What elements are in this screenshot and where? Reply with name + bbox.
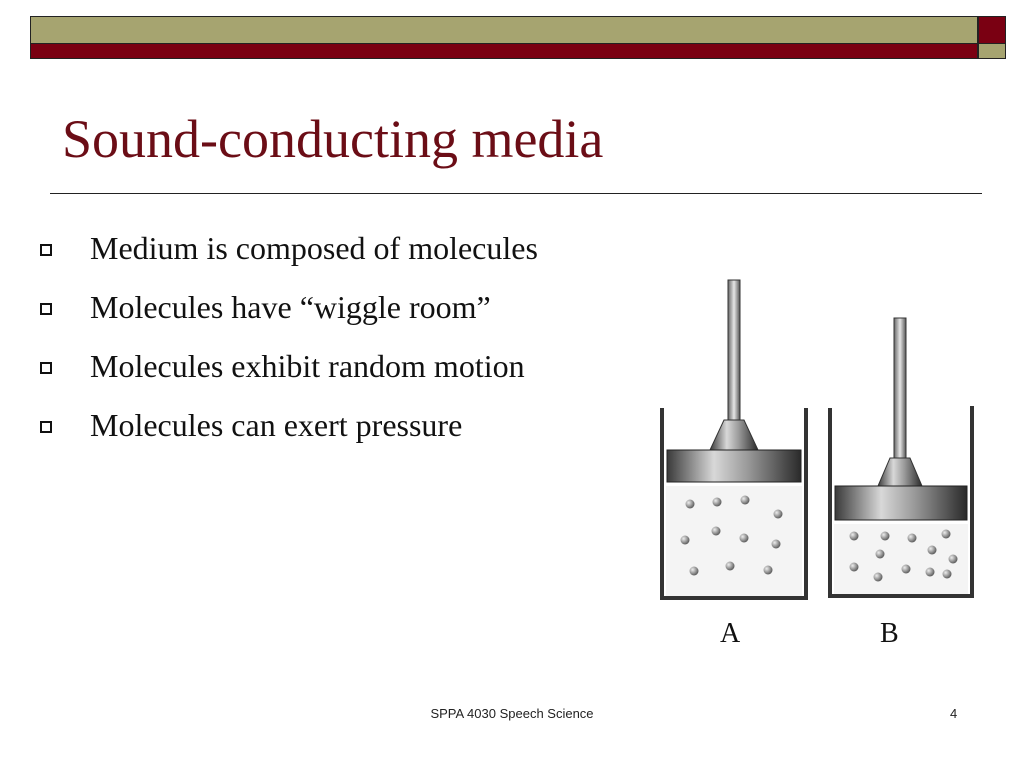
piston-cylinder-figure bbox=[650, 270, 990, 610]
bullet-item bbox=[40, 401, 600, 450]
figure-label-a: A bbox=[720, 618, 741, 649]
footer-course-title: SPPA 4030 Speech Science bbox=[430, 706, 594, 721]
square-bullet-icon bbox=[40, 303, 52, 315]
bullet-item bbox=[40, 342, 600, 391]
bullet-text: Molecules can exert pressure bbox=[90, 407, 463, 443]
title-divider bbox=[50, 193, 982, 194]
bullet-text: Medium is composed of molecules bbox=[90, 230, 538, 266]
header-olive-stripe bbox=[30, 16, 978, 44]
slide-title: Sound-conducting media bbox=[62, 109, 604, 169]
figure-label-b: B bbox=[880, 618, 899, 649]
bullet-list bbox=[40, 224, 600, 460]
square-bullet-icon bbox=[40, 362, 52, 374]
bullet-text: Molecules exhibit random motion bbox=[90, 348, 525, 384]
bullet-text: Molecules have “wiggle room” bbox=[90, 289, 491, 325]
square-bullet-icon bbox=[40, 421, 52, 433]
header-decoration-bar bbox=[30, 16, 1006, 58]
page-number: 4 bbox=[950, 706, 958, 721]
bullet-item bbox=[40, 224, 600, 273]
header-corner-square-bottom bbox=[978, 43, 1006, 59]
bullet-item bbox=[40, 283, 600, 332]
cylinder-b bbox=[830, 318, 972, 596]
cylinder-a bbox=[662, 280, 806, 598]
square-bullet-icon bbox=[40, 244, 52, 256]
header-corner-square-top bbox=[978, 16, 1006, 44]
header-maroon-stripe bbox=[30, 43, 978, 59]
